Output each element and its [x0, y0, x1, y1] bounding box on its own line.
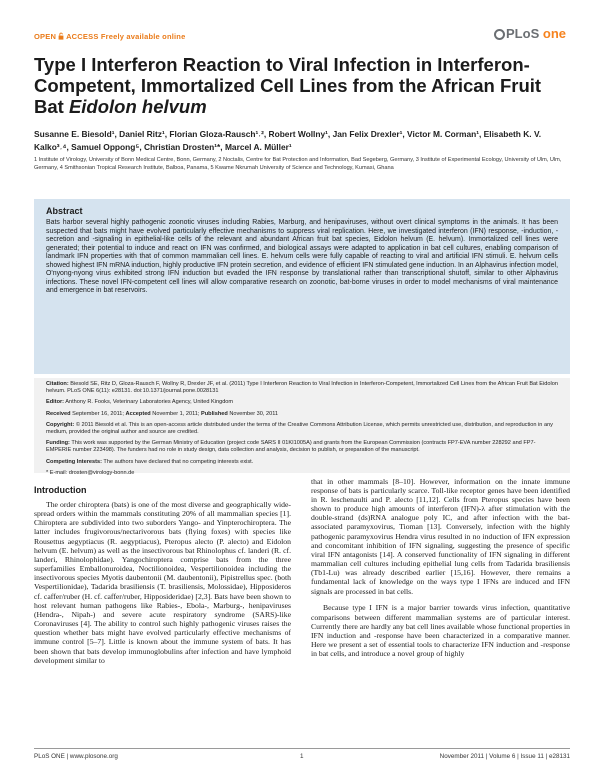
competing-label: Competing Interests:	[46, 458, 102, 465]
dates-line	[46, 411, 558, 418]
open-access-badge	[34, 32, 185, 41]
editor-label: Editor:	[46, 399, 65, 406]
author-list: Susanne E. Biesold¹, Daniel Ritz¹, Florian Gloza-Rausch¹˒², Robert Wollny¹, Jan Felix Drexler¹, Victor M. Corman¹, Elisabeth K. V. Kalko³˒⁴, Samuel Oppong⁵, Christian Drosten¹*, Marcel A. Müller¹	[34, 129, 542, 152]
intro-paragraph-3: Because type I IFN is a major barrier towards virus infection, quantitative comparisons between different mammalian systems are of particular interest. Currently there are hardly any bat cell lines available whose functional properties in IFN induction and -response have been characterized in a comparative manner. Here we present a set of essential tools to characterize IFN induction and -response in bat cells, and introduce a novel group of highly	[311, 603, 570, 659]
received-label: Received	[46, 410, 71, 417]
received-date: September 16, 2011;	[72, 410, 124, 417]
affiliations: 1 Institute of Virology, University of Bonn Medical Centre, Bonn, Germany, 2 Noctalis, Centre for Bat Protection and Information, Bad Segeberg, Germany, 3 Institute of Experimental Ecology, University of Ulm, Ulm, Germany, 4 Smithsonian Tropical Research Institute, Balboa, Panama, 5 Kwame Nkrumah University of Science and Technology, Kumasi, Ghana	[34, 157, 562, 171]
accepted-date: November 1, 2011;	[152, 410, 200, 417]
copyright-text: © 2011 Biesold et al. This is an open-access article distributed under the terms of the Creative Commons Attribution License, which permits unrestricted use, distribution, and reproduction in any medium, provided the original author and source are credited.	[46, 421, 553, 436]
abstract-heading: Abstract	[46, 206, 83, 216]
funding-line	[46, 440, 558, 454]
funding-label: Funding:	[46, 440, 70, 447]
email-label: * E-mail:	[46, 469, 68, 476]
plos-text: PLoS	[506, 26, 540, 41]
page-footer	[34, 748, 570, 761]
open-label: OPEN	[34, 32, 57, 41]
published-label: Published	[201, 410, 228, 417]
accepted-label: Accepted	[125, 410, 151, 417]
title-main: Type I Interferon Reaction to Viral Infection in Interferon-Competent, Immortalized Cell Lines from the African Fruit Bat	[34, 54, 542, 117]
abstract-text: Bats harbor several highly pathogenic zoonotic viruses including Rabies, Marburg, and henipaviruses, without overt clinical symptoms in the animals. It has been suspected that bats might have evolved particularly effective mechanisms to suppress viral replication. Here, we investigated interferon (IFN) response, -induction, -secretion and -signaling in epithelial-like cells of the relevant and abundant African fruit bat species, Eidolon helvum (E. helvum). Immortalized cell lines were generated; their potential to induce and react on IFN was confirmed, and biological assays were adapted to application in bat cell cultures, enabling comparison of landmark IFN properties with that of common mammalian cell lines. E. helvum cells were fully capable of reacting to viral and artificial IFN stimuli. E. helvum cells showed highest IFN mRNA induction, highly productive IFN protein secretion, and evidence of efficient IFN stimulated gene induction. In an Alphavirus infection model, O'nyong-nyong virus exhibited strong IFN induction but evaded the IFN response by translational rather than transcriptional shutoff, similar to other Alphavirus infections. These novel IFN-competent cell lines will allow comparative research on zoonotic, bat-borne viruses in order to model mechanisms of viral maintenance and emergence in bat reservoirs.	[46, 219, 558, 295]
plos-one-logo	[494, 26, 566, 41]
competing-text: The authors have declared that no competing interests exist.	[103, 458, 254, 465]
published-date: November 30, 2011	[229, 410, 279, 417]
one-text: one	[542, 26, 566, 41]
footer-journal: PLoS ONE | www.plosone.org	[34, 753, 118, 760]
citation-label: Citation:	[46, 381, 69, 387]
article-metadata	[34, 378, 570, 476]
intro-paragraph-1: The order chiroptera (bats) is one of the most diverse and geographically wide-spread orders within the mammals constituting 20% of all mammalian species [1]. Chiroptera are subdivided into two suborders Yango- and Yinpterochiroptera. The latter includes frugivorous/nectarivorous bats (flying foxes) with species like Rousettus aegyptiacus (R. aegyptiacus), Pteropus alecto (P. alecto) and Eidolon helvum (E. helvum) as well as the insectivorous bat Rhinolophus cf. landeri (R. cf. landeri, Rhinolophidae). Yangochiroptera comprise bats from the three superfamilies Emballonuroidea, Noctilionoidea, Vespertilionoidea including the insectivorous species Myotis daubentonii (M. daubentonii), Pipistrellus spec. (both Vespertilionidae), Tadarida brasiliensis (T. brasiliensis, Molossidae), Hipposideros cf. caffer/ruber (H. cf. caffer/ruber, Hipposideridae) [2,3]. Bats have been shown to host relevant human pathogens like Rabies-, Ebola-, Marburg-, henipaviruses (Hendra-, Nipah-) and severe acute respiratory syndrome (SARS)-like Coronaviruses [4]. The ability to control such highly pathogenic viruses raises the question whether bats might have evolved particularly effective mechanisms of immune control [5–7]. Little is known about the immune system of bats. It has been shown that bats develop immunoglobulins after infection and have lymphoid development similar to	[34, 500, 291, 665]
body-column-left	[34, 500, 291, 665]
body-column-right	[311, 469, 570, 658]
citation-text: Biesold SE, Ritz D, Gloza-Rausch F, Wollny R, Drexler JF, et al. (2011) Type I Interferon Reaction to Viral Infection in Interferon-Competent, Immortalized Cell Lines from the African Fruit Bat Eidolon helvum. PLoS ONE 6(11): e28131. doi:10.1371/journal.pone.0028131	[46, 381, 558, 395]
article-title	[34, 54, 574, 117]
freely-available-label: Freely available online	[100, 32, 186, 41]
footer-issue: November 2011 | Volume 6 | Issue 11 | e28131	[439, 753, 570, 760]
competing-interests-line	[46, 459, 558, 466]
editor-text: Anthony R. Fooks, Veterinary Laboratories Agency, United Kingdom	[65, 399, 234, 406]
introduction-heading: Introduction	[34, 485, 87, 495]
plos-logo-icon	[494, 29, 505, 40]
access-label: ACCESS	[66, 32, 99, 41]
copyright-label: Copyright:	[46, 421, 75, 428]
editor-line	[46, 399, 558, 406]
title-species: Eidolon helvum	[68, 96, 207, 117]
footer-page-number: 1	[300, 753, 304, 760]
email-address[interactable]: drosten@virology-bonn.de	[68, 469, 135, 476]
abstract-box	[34, 199, 570, 374]
citation-line	[46, 381, 558, 395]
intro-paragraph-2: that in other mammals [8–10]. However, information on the innate immune response of bats is particularly scarce. Toll-like receptor genes have been identified in R. leschenaulti and P. alecto [11,12]. Cells from Pteropus species have been shown to produce high amounts of interferon (IFN)-λ after stimulation with the double-strand (ds)RNA analogue poly IC, and after infection with the bat-associated paramyxovirus, Tioman [13]. Conversely, infection with the highly pathogenic paramyxovirus Hendra virus resulted in no induction of IFN expression and concomitant inhibition of IFN signaling, suggesting the presence of specific viral IFN antagonists [14]. A conserved functionality of IFN signaling in different mammalian cell cultures including epithelial lung cells from Tadarida brasiliensis (Tb1-Lu) was already described earlier [15,16]. However, there remains a fundamental lack of knowledge on the ways type I IFNs are induced and IFN signals are processed in bat cells.	[311, 476, 570, 596]
funding-text: This work was supported by the German Ministry of Education (project code SARS II 01KI1005A) and grants from the European Commission (contracts FP7-EVA number 228292 and FP7-EMPERIE number 223498). The funders had no role in study design, data collection and analysis, decision to publish, or preparation of the manuscript.	[46, 440, 536, 454]
copyright-line	[46, 422, 558, 436]
open-lock-icon	[57, 32, 65, 40]
journal-header	[34, 26, 568, 48]
